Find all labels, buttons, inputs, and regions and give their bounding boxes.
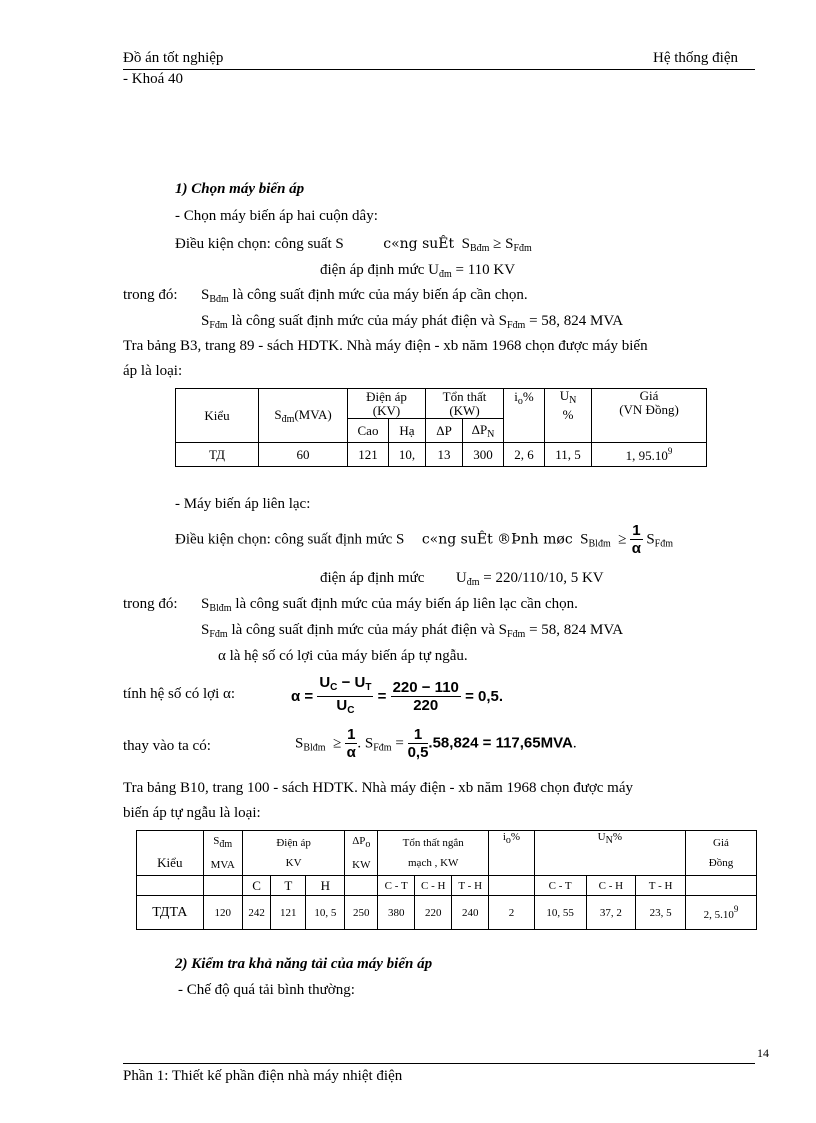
ll-voltage (320, 570, 604, 588)
ll-where1: $S_{Blđm}$ là công suất định mức của máy biến áp liên lạc cần chọn. (201, 596, 578, 614)
t1-h-sdm: $S_{đm}(MVA)$ (259, 389, 348, 443)
s1-para1: Tra bảng B3, trang 89 - sách HDTK. Nhà máy điện - xb năm 1968 chọn được máy biến (123, 338, 648, 354)
s1-w2-sym: S (201, 313, 210, 329)
t1-un: 11, 5 (545, 443, 592, 467)
t2-h-kieu: Kiểu (137, 831, 204, 876)
t1-h-dp: ΔP (426, 419, 463, 443)
t2-t: 121 (271, 896, 306, 930)
t2-ct: 380 (378, 896, 415, 930)
s1-where2 (201, 313, 623, 331)
ll-cond-frac: $\frac{1}{\alpha}$ (631, 522, 642, 557)
ll-volt-val: = 220/110/10, 5 KV (479, 570, 604, 586)
t2-gia: 2, 5.10$^9$ (685, 896, 756, 930)
t2-h-tonthat: Tổn thất ngắn mạch , KW (378, 831, 489, 876)
s1-w1-sym: S (201, 287, 210, 303)
section1-title: 1) Chọn máy biến áp (175, 181, 305, 197)
ll-cond-sym: S (580, 531, 589, 548)
ll-cond-s2: S (646, 531, 655, 548)
ll-cond-garble: c«ng suÊt ®Þnh møc (421, 531, 573, 548)
t2-h-io: $i_o\%$ (489, 831, 534, 876)
t1-h-cao: Cao (348, 419, 389, 443)
s1-cond-sub1: Bđm (469, 243, 490, 254)
table-row (137, 896, 757, 930)
t2-kieu: ТДТА (137, 896, 204, 930)
s1-cond-garble: c«ng suÊt (383, 236, 455, 252)
t2-h: 10, 5 (306, 896, 345, 930)
s1-volt-val: = 110 KV (451, 262, 516, 278)
sub-label: thay vào ta có: (123, 738, 211, 754)
header-sub: - Khoá 40 (123, 71, 183, 87)
s1-para2: áp là loại: (123, 363, 183, 379)
s1-volt-label: điện áp định mức U (320, 262, 439, 278)
t1-kieu: ТД (176, 443, 259, 467)
ll-condition (175, 522, 673, 558)
ll-para2: biến áp tự ngẫu là loại: (123, 805, 261, 821)
s1-cond-sub2: Fđm (513, 243, 532, 254)
t1-h-io: $i_o\%$ (504, 389, 545, 443)
ll-where-label: trong đó: (123, 596, 178, 612)
t1-h-kieu: Kiểu (176, 389, 259, 443)
ll-cond-label: Điều kiện chọn: công suất định mức S (175, 531, 405, 548)
transformer-table-2 (136, 830, 757, 930)
s1-cond-sym: S (461, 236, 470, 252)
footer-rule (123, 1063, 755, 1064)
s1-w2-sub2: Fđm (507, 320, 526, 331)
transformer-table-1 (175, 388, 707, 467)
t2-h-s: $S_{đm}$ MVA (203, 831, 242, 876)
t2-dpo: 250 (345, 896, 378, 930)
sub-formula: $S_{Blđm}$ ≥ $\frac{1}{\alpha}$ . $S_{Fđm}$ = $\frac{1}{0,5}$ .58,824 = 117,65MVA. (295, 726, 577, 761)
t1-h-ha: Hạ (389, 419, 426, 443)
t1-ha: 10, (389, 443, 426, 467)
t2-un-ct: 10, 55 (534, 896, 586, 930)
s1-cond-label: Điều kiện chọn: công suất S (175, 236, 344, 252)
t1-h-un: $U_N$ % (545, 389, 592, 443)
t2-un-th: 23, 5 (636, 896, 686, 930)
t2-h-ch: C - H (415, 876, 452, 896)
section2-title: 2) Kiểm tra khả năng tải của máy biến áp (175, 956, 433, 972)
t2-h-un-ch: C - H (586, 876, 636, 896)
t2-h-c: C (242, 876, 271, 896)
ll-cond-ge: ≥ (618, 531, 627, 548)
s1-where-label: trong đó: (123, 287, 178, 303)
t2-h-th: T - H (452, 876, 489, 896)
ll-cond-s2-sub: Fđm (654, 538, 674, 550)
t2-h-ct: C - T (378, 876, 415, 896)
alpha-formula: α = $\frac{U_C - U_T}{U_C}$ = $\frac{220 - 110}{220}$ = 0,5. (291, 674, 504, 716)
s1-where1 (201, 287, 528, 305)
s1-volt-sub: đm (438, 269, 452, 280)
t2-io: 2 (489, 896, 534, 930)
t1-io: 2, 6 (504, 443, 545, 467)
section2-line1: - Chế độ quá tải bình thường: (178, 982, 355, 998)
s1-cond-ge: ≥ S (493, 236, 514, 252)
t2-h-t: T (271, 876, 306, 896)
ll-volt-u: U (455, 570, 467, 586)
header-rule (123, 69, 755, 70)
t2-h-un-ct: C - T (534, 876, 586, 896)
s1-voltage (320, 262, 515, 280)
s1-w1-text: là công suất định mức của máy biến áp cần chọn. (228, 287, 528, 303)
section1-line1: - Chọn máy biến áp hai cuộn dây: (175, 208, 378, 224)
s1-w2-text: là công suất định mức của máy phát điện và S (227, 313, 507, 329)
ll-para1: Tra bảng B10, trang 100 - sách HDTK. Nhà máy điện - xb năm 1968 chọn được máy (123, 780, 633, 796)
t2-h-dienap: Điện áp KV (242, 831, 345, 876)
ll-where3: α là hệ số có lợi của máy biến áp tự ngẫu. (218, 648, 468, 664)
s1-w2-sub: Fđm (209, 320, 228, 331)
t1-h-dpn: $\Delta P_N$ (463, 419, 504, 443)
t2-h-un: $U_N\%$ (534, 831, 685, 876)
ll-volt-label: điện áp định mức (320, 570, 425, 586)
t2-un-ch: 37, 2 (586, 896, 636, 930)
ll-volt-sub: đm (466, 577, 480, 588)
footer-text: Phần 1: Thiết kế phần điện nhà máy nhiệt điện (123, 1068, 403, 1084)
alpha-label: tính hệ số có lợi α: (123, 686, 236, 702)
t2-h-dpo: $\Delta P_o$ KW (345, 831, 378, 876)
ll-where2: $S_{Fđm}$ là công suất định mức của máy phát điện và $S_{Fđm} = 58$, 824 MVA (201, 622, 624, 640)
s1-w2-val: = 58, 824 MVA (525, 313, 624, 329)
s1-condition (175, 236, 532, 254)
t2-h-gia: Giá Đồng (685, 831, 756, 876)
t1-h-gia: Giá (VN Đồng) (592, 389, 707, 443)
ll-line1: - Máy biến áp liên lạc: (175, 496, 311, 512)
t1-cao: 121 (348, 443, 389, 467)
t1-h-tonthat: Tổn thất (KW) (426, 389, 504, 419)
t2-ch: 220 (415, 896, 452, 930)
t1-h-dienap: Điện áp (KV) (348, 389, 426, 419)
t1-sdm: 60 (259, 443, 348, 467)
page-number: 14 (757, 1046, 769, 1060)
t1-dp: 13 (426, 443, 463, 467)
t2-h-h: H (306, 876, 345, 896)
header-left: Đồ án tốt nghiệp (123, 50, 224, 66)
t2-s: 120 (203, 896, 242, 930)
ll-cond-sub: Blđm (588, 538, 611, 550)
table-row (176, 443, 707, 467)
t2-th: 240 (452, 896, 489, 930)
header-right: Hệ thống điện (653, 50, 738, 66)
t1-dpn: 300 (463, 443, 504, 467)
t1-gia: 1, 95.10$^9$ (592, 443, 707, 467)
s1-w1-sub: Bđm (209, 294, 229, 305)
t2-h-un-th: T - H (636, 876, 686, 896)
t2-c: 242 (242, 896, 271, 930)
